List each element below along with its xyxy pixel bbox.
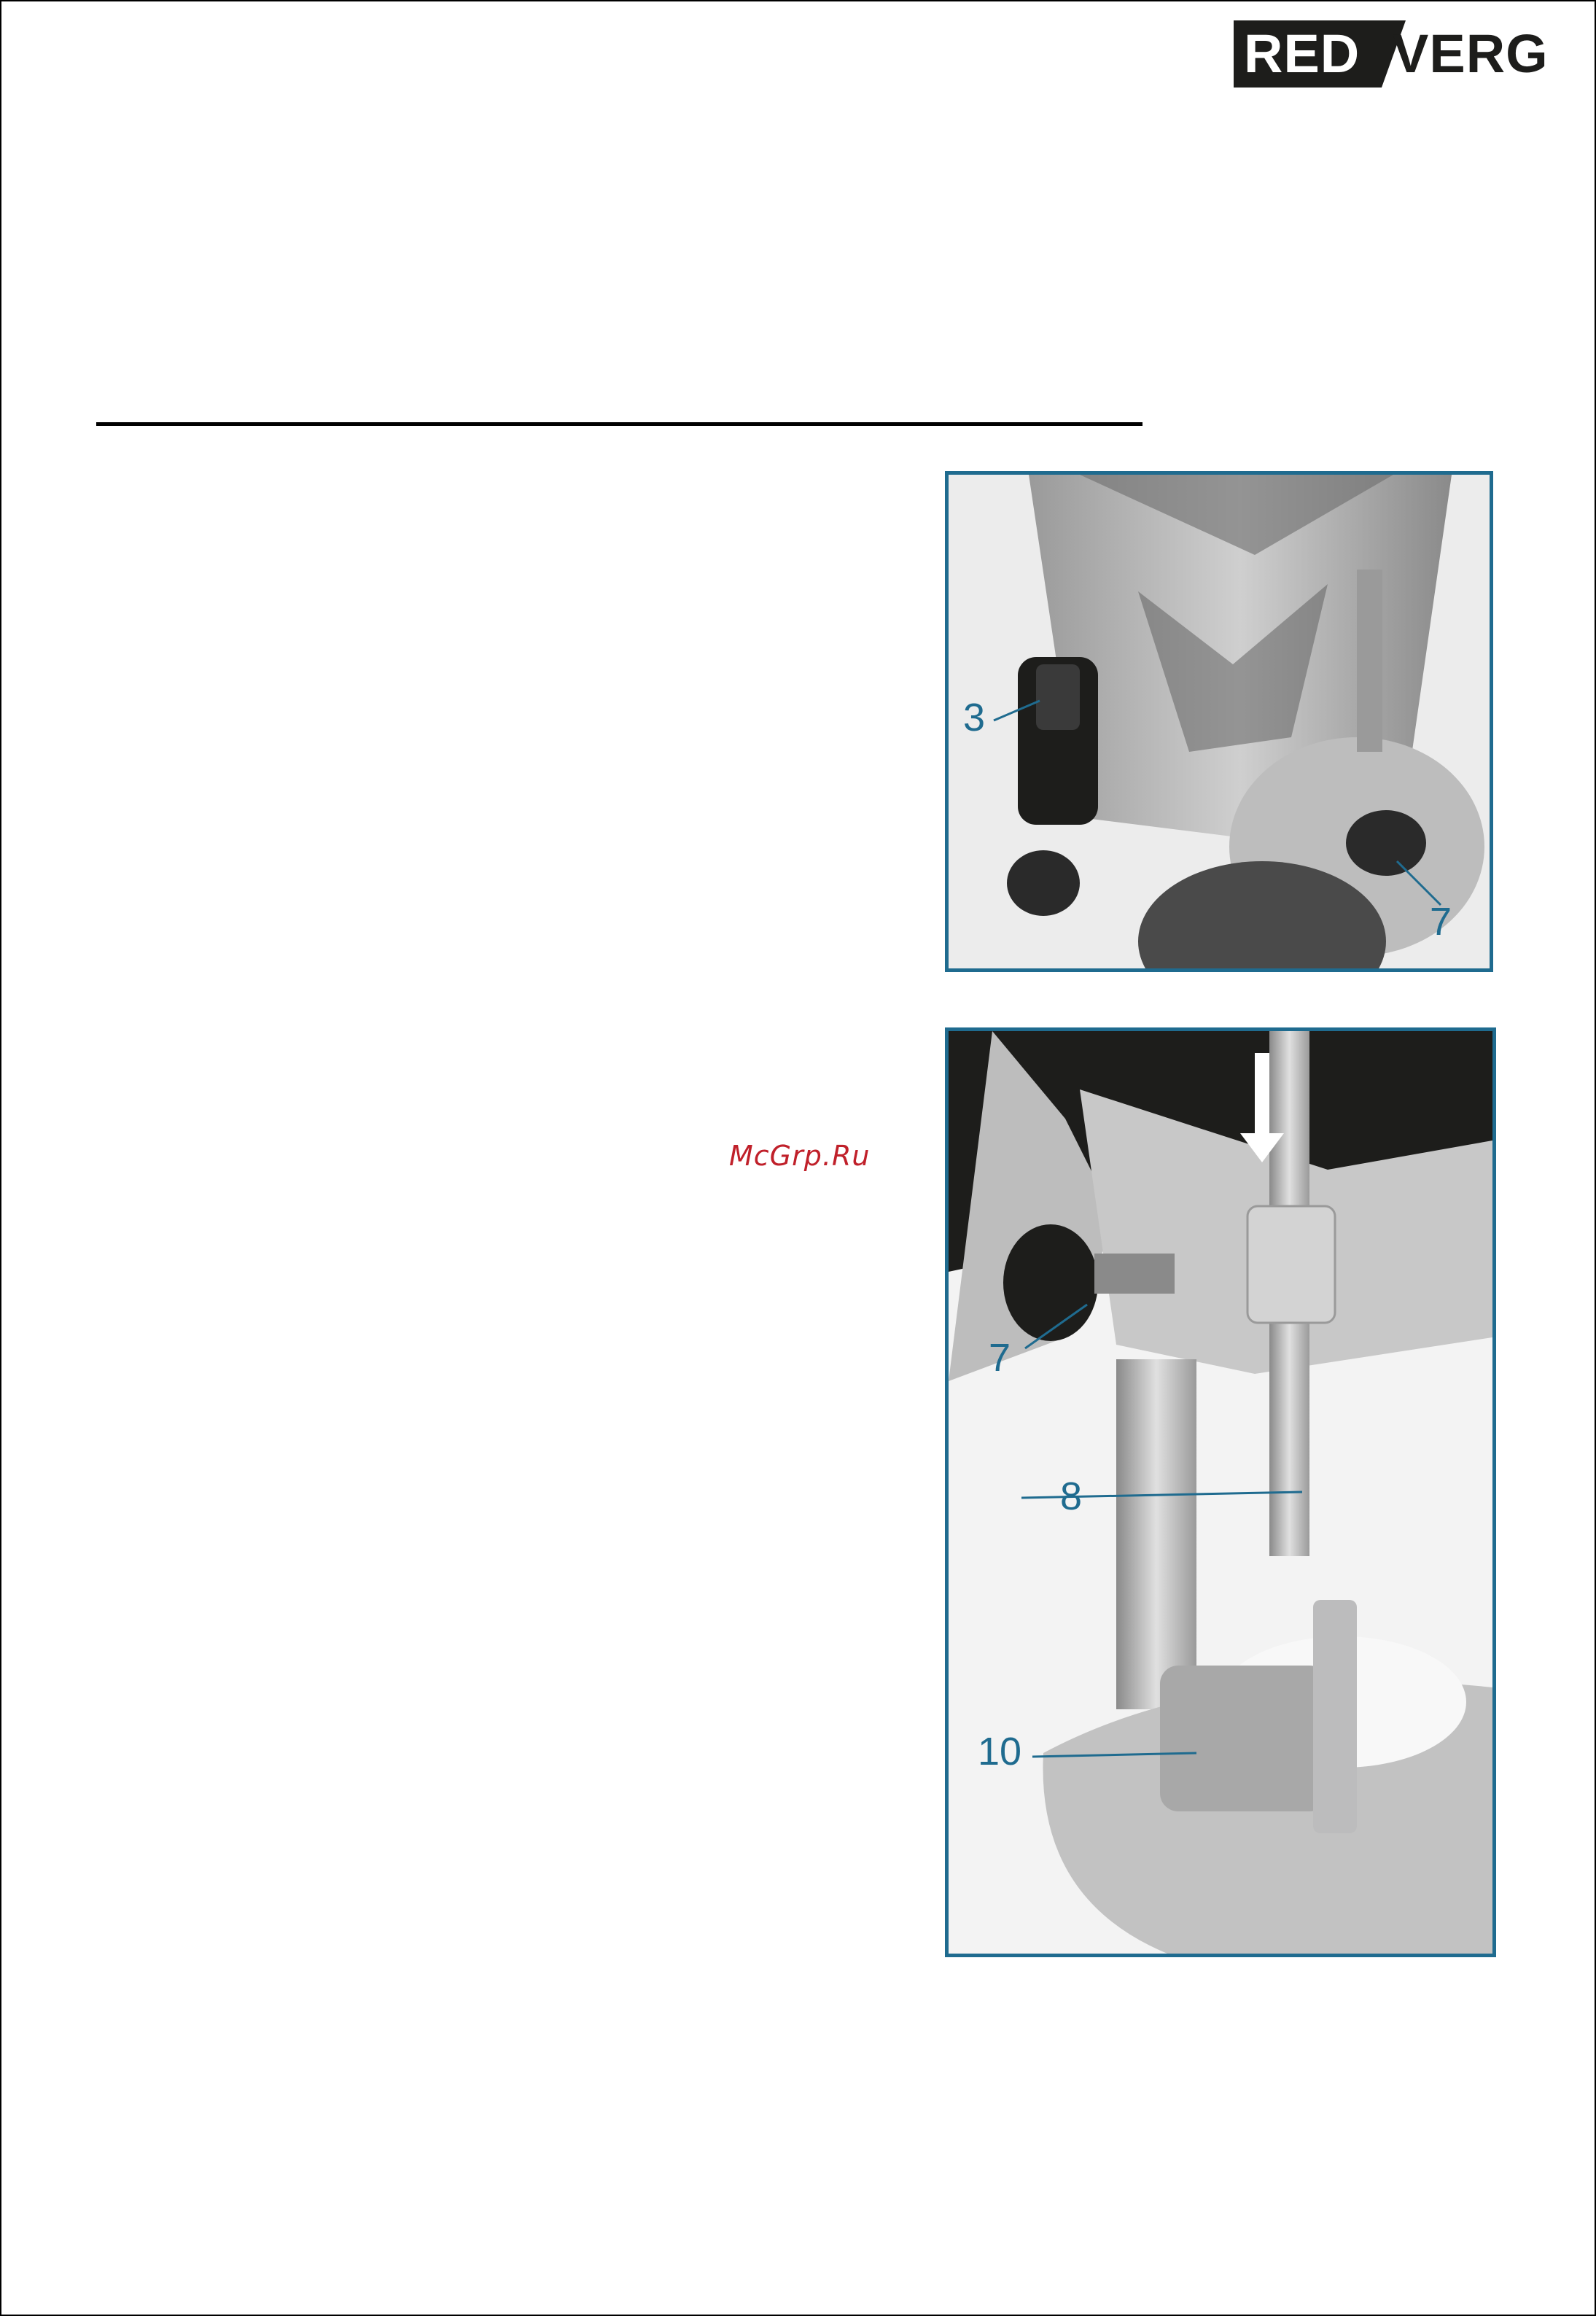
callout-7: 7 — [1430, 900, 1452, 944]
logo-text-red: RED — [1244, 23, 1361, 84]
callout-10: 10 — [978, 1730, 1022, 1773]
figure-router-top-view — [945, 471, 1493, 972]
brand-logo — [1234, 20, 1572, 88]
callout-3: 3 — [963, 696, 986, 739]
section-divider — [96, 422, 1142, 426]
logo-text-verg: VERG — [1393, 23, 1549, 84]
callout-7: 7 — [989, 1336, 1011, 1380]
router-top-photo — [949, 475, 1490, 968]
watermark: McGrp.Ru — [729, 1140, 871, 1172]
depth-stop-photo — [949, 1031, 1492, 1954]
callout-8: 8 — [1060, 1474, 1083, 1518]
figure-depth-stop-closeup — [945, 1027, 1496, 1957]
